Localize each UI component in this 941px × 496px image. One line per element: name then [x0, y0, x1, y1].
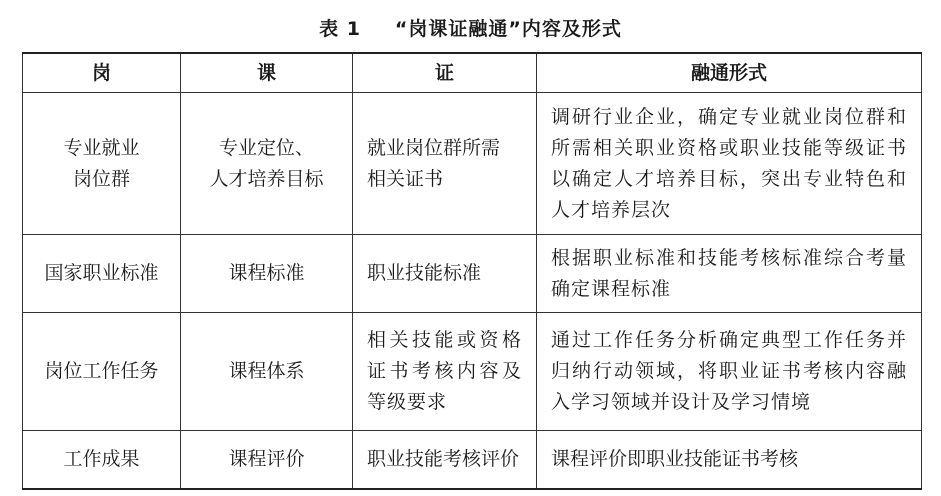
cell-line: 专业定位、 — [218, 136, 314, 159]
header-ke: 课 — [181, 53, 353, 93]
cell-gang — [23, 93, 181, 235]
cell-form: 根据职业标准和技能考核标准综合考量确定课程标准 — [537, 235, 922, 313]
header-form: 融通形式 — [537, 53, 922, 93]
table-caption — [0, 14, 941, 41]
cell-zheng: 职业技能标准 — [353, 235, 537, 313]
cell-line: 专业就业 — [63, 136, 140, 159]
cell-form: 课程评价即职业技能证书考核 — [537, 431, 922, 489]
table-number: 表 1 — [319, 18, 361, 40]
cell-form: 调研行业企业，确定专业就业岗位群和所需相关职业资格或职业技能等级证书以确定人才培养目标，突出专业特色和人才培养层次 — [537, 93, 922, 235]
table-row — [23, 93, 922, 235]
header-row — [23, 53, 922, 93]
cell-gang: 岗位工作任务 — [23, 313, 181, 431]
cell-gang: 国家职业标准 — [23, 235, 181, 313]
cell-zheng: 职业技能考核评价 — [353, 431, 537, 489]
cell-line: 岗位群 — [72, 167, 130, 190]
cell-gang: 工作成果 — [23, 431, 181, 489]
cell-ke: 课程标准 — [181, 235, 353, 313]
cell-form: 通过工作任务分析确定典型工作任务并归纳行动领域，将职业证书考核内容融入学习领域并设计及学习情境 — [537, 313, 922, 431]
cell-ke — [181, 93, 353, 235]
cell-line: 就业岗位群所需 — [367, 136, 501, 159]
cell-line: 相关证书 — [367, 167, 444, 190]
cell-ke: 课程体系 — [181, 313, 353, 431]
table-row — [23, 235, 922, 313]
table-row — [23, 431, 922, 489]
table-title: “岗课证融通”内容及形式 — [394, 18, 622, 40]
cell-zheng: 相关技能或资格证书考核内容及等级要求 — [353, 313, 537, 431]
cell-line: 人才培养目标 — [209, 167, 324, 190]
cell-zheng — [353, 93, 537, 235]
header-gang: 岗 — [23, 53, 181, 93]
table-row — [23, 313, 922, 431]
gang-ke-zheng-table — [22, 52, 922, 490]
cell-ke: 课程评价 — [181, 431, 353, 489]
header-zheng: 证 — [353, 53, 537, 93]
